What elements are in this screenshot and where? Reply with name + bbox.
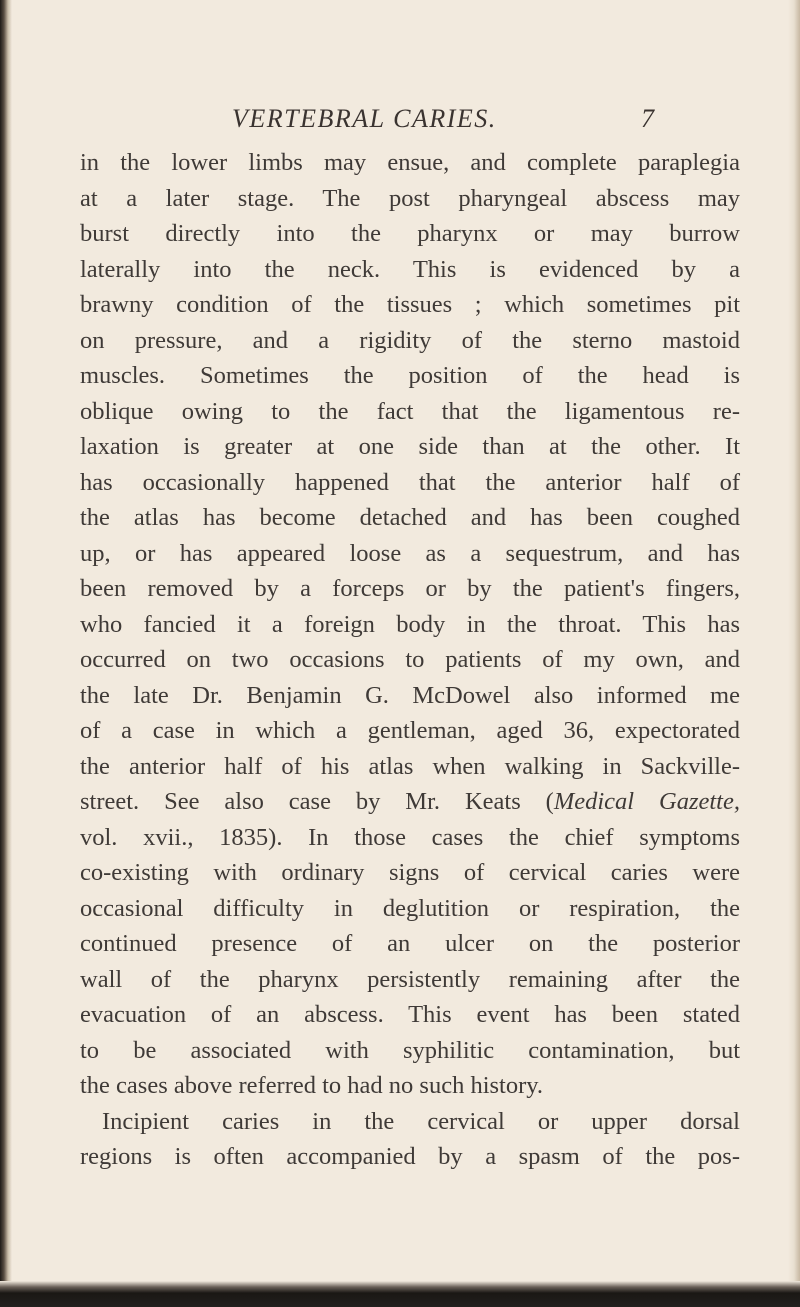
text-line: evacuation of an abscess. This event has been stated [80,1001,740,1028]
paragraph-end-line: the cases above referred to had no such history. [80,1072,544,1099]
text-line: has occasionally happened that the anterior half of [80,468,740,496]
page-number: 7 [641,104,654,133]
text-line: occasional difficulty in deglutition or respiration, the [80,894,740,922]
text-line: the atlas has become detached and has been coughed [80,504,740,531]
text-line: been removed by a forceps or by the patient's fingers, [80,575,740,602]
text-line: laterally into the neck. This is evidenced by a [80,255,740,283]
text-line: vol. xvii., 1835). In those cases the chief symptoms [80,823,740,851]
citation-lead-text: street. See also case by Mr. Keats ( [80,788,554,815]
text-line: the anterior half of his atlas when walking in Sackville- [80,752,740,780]
running-head [80,104,740,144]
body-text [80,145,740,1175]
text-line: of a case in which a gentleman, aged 36, expectorated [80,717,740,744]
text-line: who fancied it a foreign body in the throat. This has [80,610,740,638]
text-line: up, or has appeared loose as a sequestrum, and has [80,539,740,567]
text-line: the late Dr. Benjamin G. McDowel also informed me [80,681,740,709]
page-bottom-shadow [0,1281,800,1307]
text-line: laxation is greater at one side than at the other. It [80,433,740,460]
text-line: occurred on two occasions to patients of my own, and [80,646,740,673]
text-line: on pressure, and a rigidity of the sterno mastoid [80,326,740,354]
text-line: co-existing with ordinary signs of cervical caries were [80,859,740,886]
text-line: continued presence of an ulcer on the posterior [80,930,740,957]
text-line: in the lower limbs may ensue, and complete paraplegia [80,149,740,176]
text-line: oblique owing to the fact that the ligamentous re- [80,397,740,425]
text-line: wall of the pharynx persistently remaining after the [80,965,740,993]
text-line: muscles. Sometimes the position of the head is [80,362,740,389]
text-line: regions is often accompanied by a spasm of the pos- [80,1143,740,1170]
text-line: burst directly into the pharynx or may burrow [80,220,740,247]
text-line-with-citation [80,784,740,820]
running-head-title: VERTEBRAL CARIES. [232,104,497,133]
journal-title: Medical Gazette, [553,788,740,815]
text-line: at a later stage. The post pharyngeal abscess may [80,184,740,212]
page-binding-shadow [0,0,12,1307]
page-edge-shadow [788,0,800,1307]
text-line: to be associated with syphilitic contamination, but [80,1036,740,1064]
paragraph-start-line: Incipient caries in the cervical or upper dorsal [102,1107,740,1135]
text-line: brawny condition of the tissues ; which sometimes pit [80,291,740,318]
